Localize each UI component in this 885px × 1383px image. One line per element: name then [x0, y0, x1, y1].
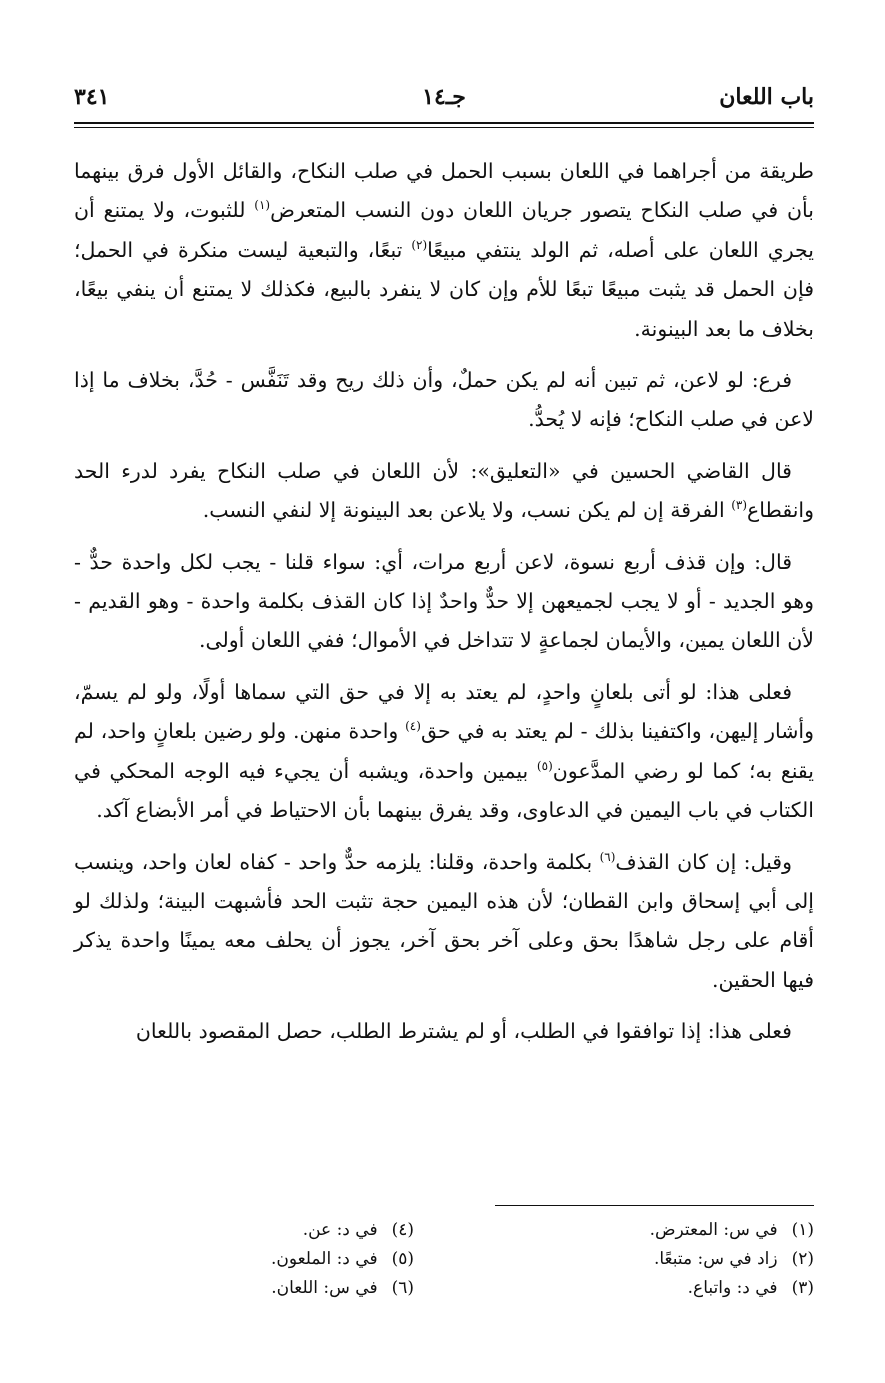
- footnote-ref-5[interactable]: (٥): [536, 758, 553, 773]
- paragraph-5: فعلى هذا: لو أتى بلعانٍ واحدٍ، لم يعتد به إلا في حق التي سماها أولًا، ولو لم يسمّ، وأشار إليهن، واكتفينا بذلك - لم يعتد به في حق$^{(٤)}$ واحدة منهن. ولو رضين بلعانٍ واحد، لم يقنع به؛ كما لو رضي المدَّعون$^{(٥)}$ بيمين واحدة، ويشبه أن يجيء فيه الوجه المحكي في الكتاب في باب اليمين في الدعاوى، وقد يفرق بينهما بأن الاحتياط في أمر الأبضاع آكد.: [74, 679, 815, 823]
- chapter-title: باب اللعان: [719, 84, 814, 110]
- footnote-1: (١)في س: المعترض.: [649, 1220, 814, 1240]
- footnote-ref-1[interactable]: (١): [254, 198, 271, 213]
- footnote-2: (٢)زاد في س: متبعًا.: [653, 1249, 814, 1269]
- footnote-5: (٥)في د: الملعون.: [270, 1249, 414, 1269]
- footnote-ref-3[interactable]: (٣): [731, 498, 748, 513]
- footnote-ref-2[interactable]: (٢): [411, 237, 428, 252]
- paragraph-1: طريقة من أجراهما في اللعان بسبب الحمل في صلب النكاح، والقائل الأول فرق بينهما بأن في صلب النكاح يتصور جريان اللعان دون النسب المتعرض$^{(١)}$ للثبوت، ولا يمتنع أن يجري اللعان على أصله، ثم الولد ينتفي مبيعًا$^{(٢)}$ تبعًا، والتبعية ليست منكرة في الحمل؛ فإن الحمل قد يثبت مبيعًا تبعًا للأم وإن كان لا ينفرد بالبيع، فكذلك لا يمتنع أن ينفي بيعًا، بخلاف ما بعد البينونة.: [74, 159, 814, 341]
- footnotes-column-right: [484, 1216, 814, 1303]
- page-number: ٣٤١: [74, 84, 110, 110]
- paragraph-6: وقيل: إن كان القذف$^{(٦)}$ بكلمة واحدة، وقلنا: يلزمه حدٌّ واحد - كفاه لعان واحد، وينسب إلى أبي إسحاق وابن القطان؛ لأن هذه اليمين حجة تثبت الحد فأشبهت البينة؛ ولذلك لو أقام على رجل شاهدًا بحق وعلى آخر بحق آخر، يجوز أن يحلف معه يمينًا واحدة يذكر فيها الحقين.: [74, 849, 814, 992]
- paragraph-4: قال: وإن قذف أربع نسوة، لاعن أربع مرات، أي: سواء قلنا - يجب لكل واحدة حدٌّ - وهو الجديد - أو لا يجب لجميعهن إلا حدٌّ واحدٌ إذا كان القذف بكلمة واحدة - وهو القديم - لأن اللعان يمين، والأيمان لجماعةٍ لا تتداخل في الأموال؛ ففي اللعان أولى.: [74, 549, 814, 653]
- main-text: [74, 152, 814, 1064]
- paragraph-7: فعلى هذا: إذا توافقوا في الطلب، أو لم يشترط الطلب، حصل المقصود باللعان: [135, 1019, 792, 1044]
- footnote-4: (٤)في د: عن.: [302, 1220, 414, 1240]
- footnotes-column-left: [84, 1216, 414, 1303]
- header-rule-thin: [74, 127, 814, 128]
- paragraph-2: فرع: لو لاعن، ثم تبين أنه لم يكن حملٌ، وأن ذلك ريح وقد تَنَفَّس - حُدَّ، بخلاف ما إذا لاعن في صلب النكاح؛ فإنه لا يُحدُّ.: [74, 368, 814, 432]
- page-header: [74, 84, 814, 118]
- paragraph-3: قال القاضي الحسين في «التعليق»: لأن اللعان في صلب النكاح يفرد لدرء الحد وانقطاع$^{(٣)}$ الفرقة إن لم يكن نسب، ولا يلاعن بعد البينونة إلا لنفي النسب.: [74, 458, 814, 523]
- volume-label: جـ١٤: [422, 84, 466, 110]
- footnote-separator: [495, 1205, 814, 1206]
- footnote-6: (٦)في س: اللعان.: [271, 1278, 414, 1298]
- header-rule: [74, 122, 814, 124]
- footnote-3: (٣)في د: واتباع.: [687, 1278, 814, 1298]
- footnote-ref-4[interactable]: (٤): [405, 719, 421, 734]
- footnote-ref-6[interactable]: (٦): [599, 849, 616, 864]
